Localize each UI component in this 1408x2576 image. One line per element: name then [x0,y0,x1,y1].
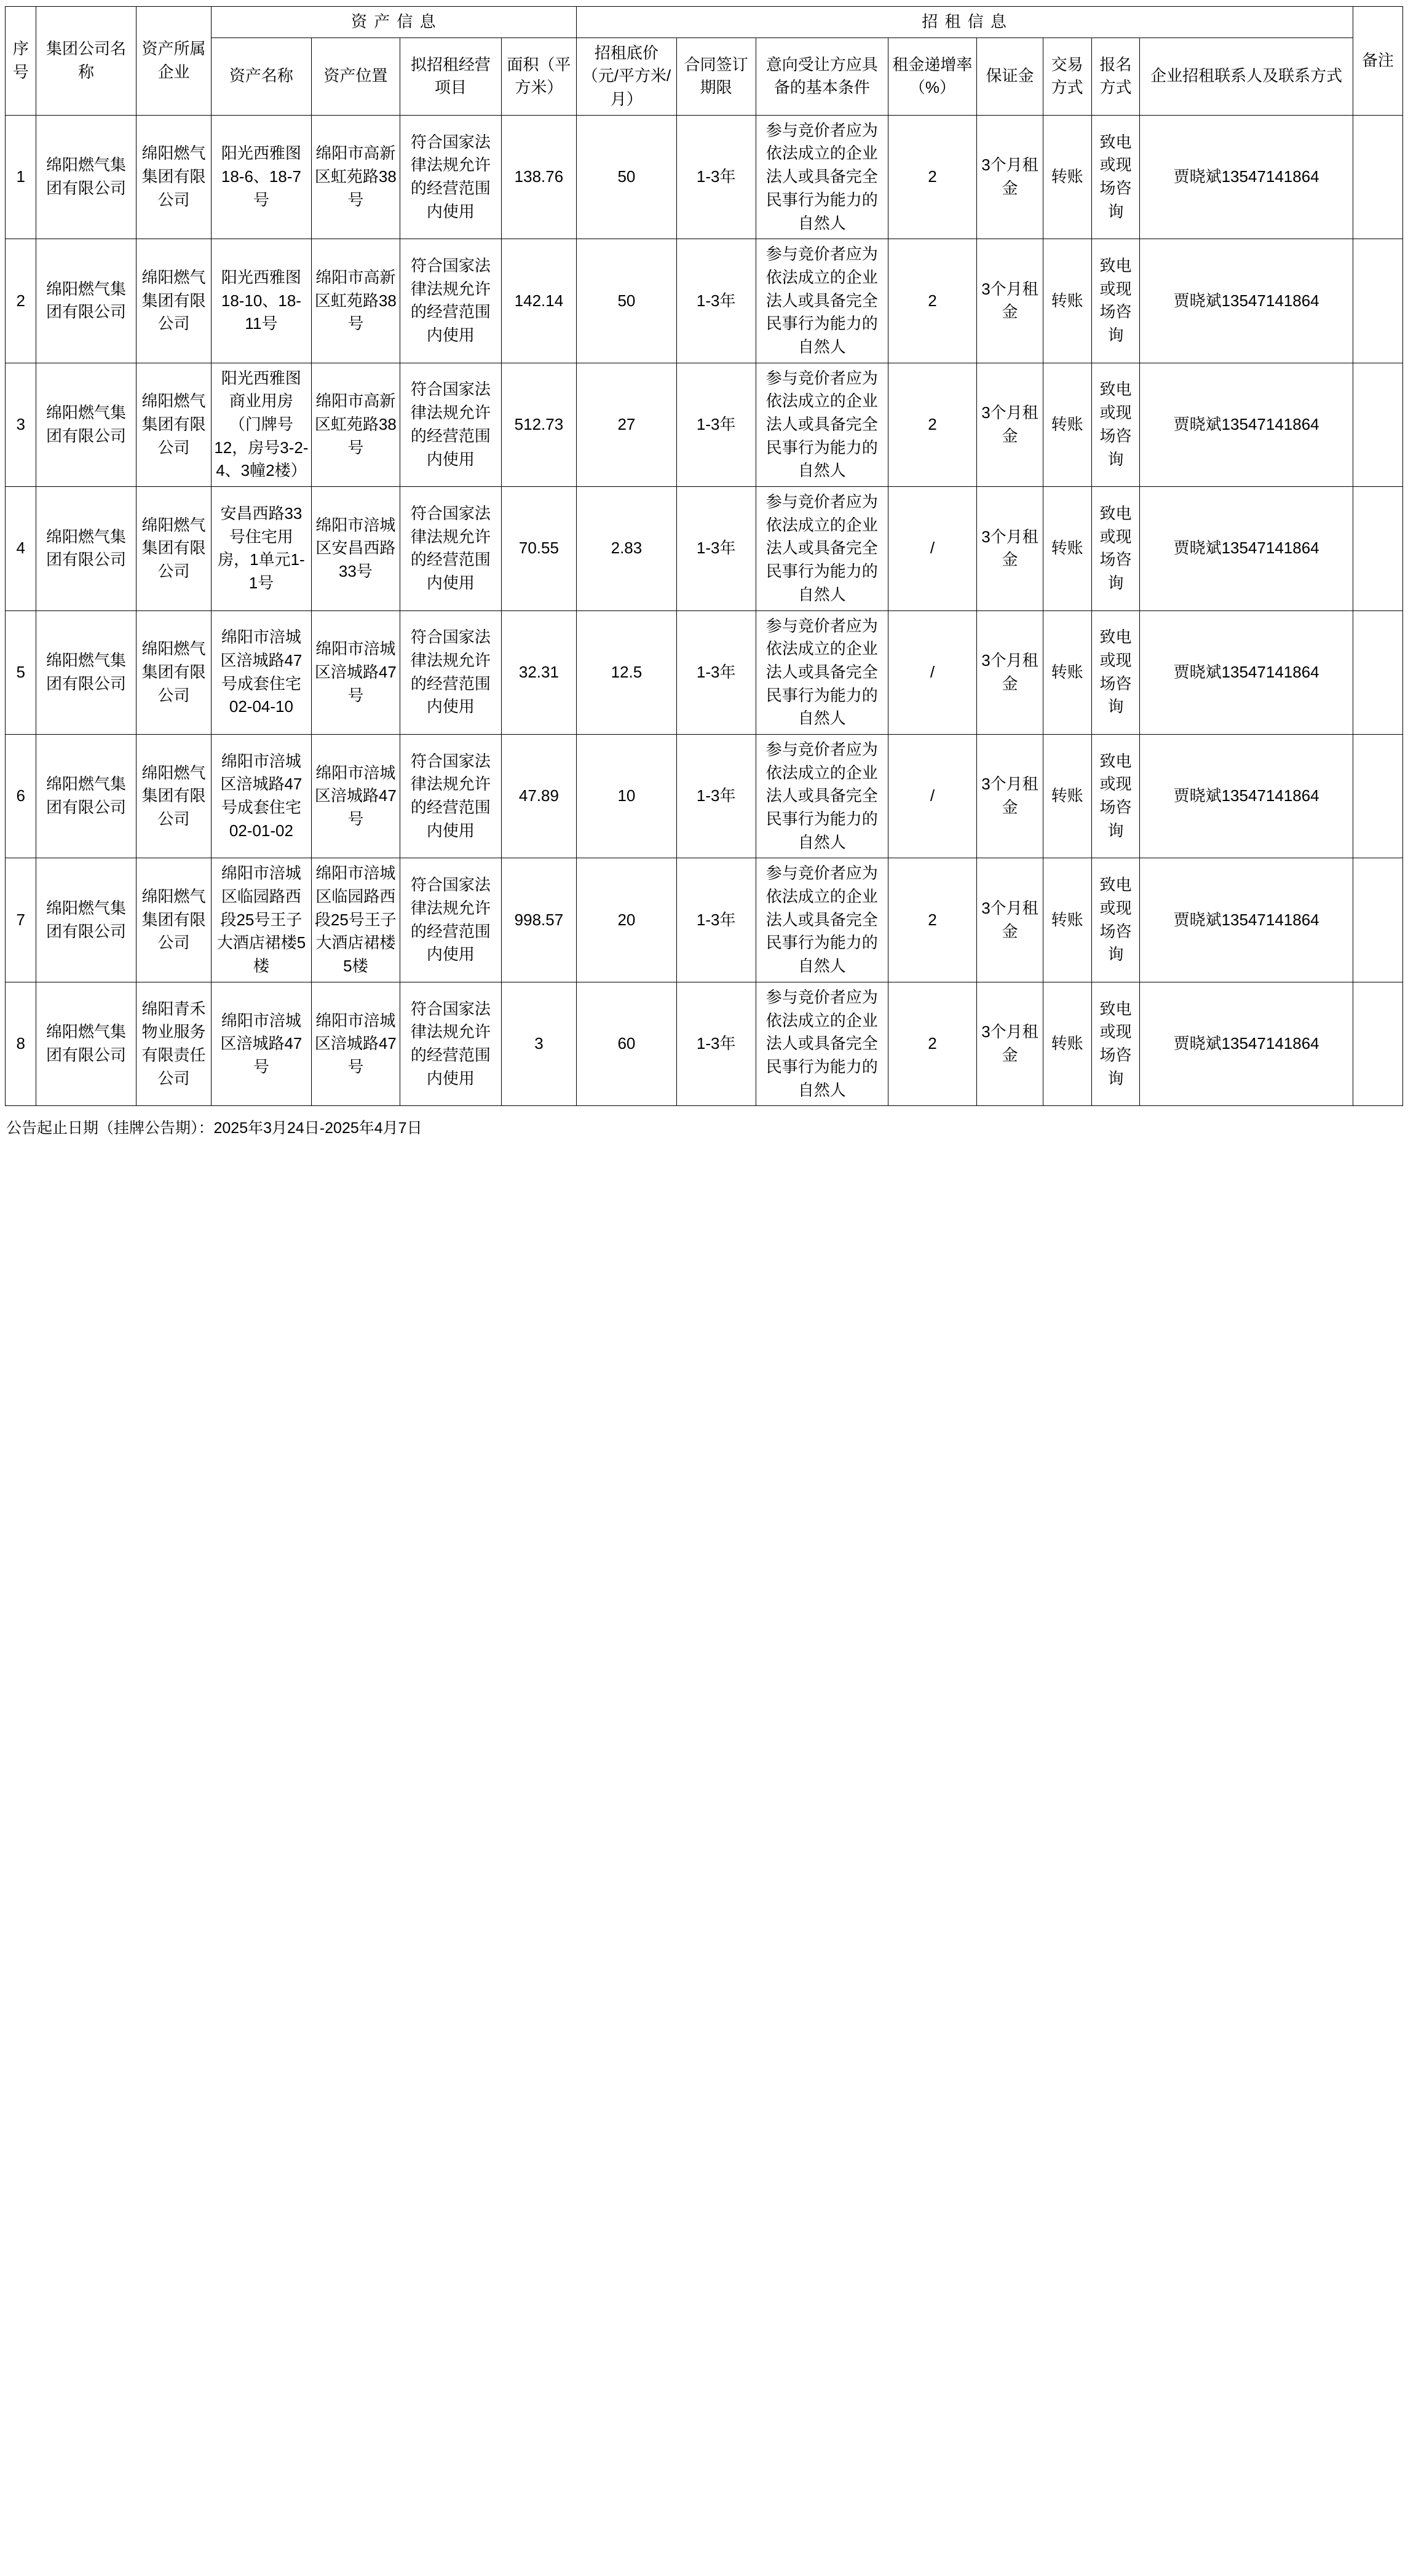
cell-term: 1-3年 [676,858,756,982]
cell-asset-name: 绵阳市涪城区涪城路47号成套住宅02-04-10 [212,610,311,734]
cell-term: 1-3年 [676,487,756,610]
cell-company: 绵阳燃气集团有限公司 [36,487,136,610]
cell-increase: / [888,610,977,734]
cell-company: 绵阳燃气集团有限公司 [36,610,136,734]
header-area: 面积（平方米） [501,38,577,115]
cell-contact: 贾晓斌13547141864 [1140,734,1353,858]
cell-owner: 绵阳燃气集团有限公司 [136,858,212,982]
cell-project: 符合国家法律法规允许的经营范围内使用 [400,115,501,239]
cell-deposit: 3个月租金 [977,363,1043,486]
cell-remark [1353,858,1402,982]
cell-deposit: 3个月租金 [977,487,1043,610]
cell-project: 符合国家法律法规允许的经营范围内使用 [400,487,501,610]
cell-area: 47.89 [501,734,577,858]
cell-price: 12.5 [577,610,676,734]
cell-company: 绵阳燃气集团有限公司 [36,734,136,858]
cell-location: 绵阳市涪城区安昌西路33号 [311,487,400,610]
table-row [6,734,1403,858]
cell-owner: 绵阳燃气集团有限公司 [136,610,212,734]
cell-remark [1353,982,1402,1105]
announcement-period-note: 公告起止日期（挂牌公告期）：2025年3月24日-2025年4月7日 [6,1120,422,1137]
cell-remark [1353,487,1402,610]
header-asset-name: 资产名称 [212,38,311,115]
cell-deposit: 3个月租金 [977,239,1043,363]
cell-price: 20 [577,858,676,982]
cell-deposit: 3个月租金 [977,982,1043,1105]
cell-deposit: 3个月租金 [977,734,1043,858]
header-column-row [6,38,1403,115]
cell-asset-name: 阳光西雅图18-6、18-7号 [212,115,311,239]
cell-area: 32.31 [501,610,577,734]
cell-area: 998.57 [501,858,577,982]
cell-seq: 8 [6,982,36,1105]
cell-seq: 3 [6,363,36,486]
cell-term: 1-3年 [676,610,756,734]
cell-remark [1353,734,1402,858]
cell-asset-name: 绵阳市涪城区涪城路47号 [212,982,311,1105]
cell-area: 3 [501,982,577,1105]
header-term: 合同签订期限 [676,38,756,115]
cell-term: 1-3年 [676,239,756,363]
cell-increase: / [888,487,977,610]
cell-increase: 2 [888,239,977,363]
cell-price: 50 [577,239,676,363]
cell-company: 绵阳燃气集团有限公司 [36,982,136,1105]
cell-signup: 致电或现场咨询 [1091,239,1140,363]
cell-location: 绵阳市涪城区临园路西段25号王子大酒店裙楼5楼 [311,858,400,982]
cell-conditions: 参与竞价者应为依法成立的企业法人或具备完全民事行为能力的自然人 [756,858,888,982]
cell-deposit: 3个月租金 [977,858,1043,982]
header-seq: 序号 [6,7,36,116]
cell-location: 绵阳市高新区虹苑路38号 [311,363,400,486]
cell-seq: 2 [6,239,36,363]
cell-deposit: 3个月租金 [977,610,1043,734]
table-row [6,363,1403,486]
document-page [0,0,1408,1147]
cell-conditions: 参与竞价者应为依法成立的企业法人或具备完全民事行为能力的自然人 [756,363,888,486]
cell-company: 绵阳燃气集团有限公司 [36,115,136,239]
cell-signup: 致电或现场咨询 [1091,610,1140,734]
cell-area: 142.14 [501,239,577,363]
cell-project: 符合国家法律法规允许的经营范围内使用 [400,610,501,734]
cell-owner: 绵阳燃气集团有限公司 [136,487,212,610]
cell-location: 绵阳市涪城区涪城路47号 [311,734,400,858]
cell-company: 绵阳燃气集团有限公司 [36,363,136,486]
cell-conditions: 参与竞价者应为依法成立的企业法人或具备完全民事行为能力的自然人 [756,734,888,858]
cell-asset-name: 阳光西雅图商业用房（门牌号12，房号3-2-4、3幢2楼） [212,363,311,486]
header-remark: 备注 [1353,7,1402,116]
cell-payment: 转账 [1043,363,1091,486]
cell-company: 绵阳燃气集团有限公司 [36,858,136,982]
cell-contact: 贾晓斌13547141864 [1140,363,1353,486]
cell-signup: 致电或现场咨询 [1091,115,1140,239]
cell-contact: 贾晓斌13547141864 [1140,115,1353,239]
cell-price: 60 [577,982,676,1105]
cell-owner: 绵阳燃气集团有限公司 [136,239,212,363]
cell-contact: 贾晓斌13547141864 [1140,858,1353,982]
header-group-rental: 招 租 信 息 [577,7,1353,38]
cell-contact: 贾晓斌13547141864 [1140,487,1353,610]
header-group-asset: 资 产 信 息 [212,7,577,38]
header-project: 拟招租经营项目 [400,38,501,115]
cell-signup: 致电或现场咨询 [1091,734,1140,858]
cell-term: 1-3年 [676,363,756,486]
table-row [6,239,1403,363]
header-group-row [6,7,1403,38]
cell-owner: 绵阳青禾物业服务有限责任公司 [136,982,212,1105]
cell-term: 1-3年 [676,115,756,239]
cell-signup: 致电或现场咨询 [1091,363,1140,486]
cell-seq: 1 [6,115,36,239]
table-body [6,115,1403,1106]
header-contact: 企业招租联系人及联系方式 [1140,38,1353,115]
cell-payment: 转账 [1043,610,1091,734]
cell-increase: 2 [888,363,977,486]
cell-area: 70.55 [501,487,577,610]
cell-increase: 2 [888,858,977,982]
cell-signup: 致电或现场咨询 [1091,487,1140,610]
cell-price: 50 [577,115,676,239]
cell-increase: / [888,734,977,858]
header-signup: 报名方式 [1091,38,1140,115]
cell-contact: 贾晓斌13547141864 [1140,239,1353,363]
header-price: 招租底价（元/平方米/月） [577,38,676,115]
cell-remark [1353,363,1402,486]
cell-asset-name: 绵阳市涪城区涪城路47号成套住宅02-01-02 [212,734,311,858]
cell-signup: 致电或现场咨询 [1091,858,1140,982]
table-row [6,982,1403,1105]
cell-project: 符合国家法律法规允许的经营范围内使用 [400,363,501,486]
table-row [6,858,1403,982]
cell-payment: 转账 [1043,487,1091,610]
cell-project: 符合国家法律法规允许的经营范围内使用 [400,239,501,363]
cell-increase: 2 [888,982,977,1105]
cell-term: 1-3年 [676,982,756,1105]
header-payment: 交易方式 [1043,38,1091,115]
cell-price: 27 [577,363,676,486]
table-row [6,487,1403,610]
cell-payment: 转账 [1043,982,1091,1105]
cell-payment: 转账 [1043,239,1091,363]
cell-project: 符合国家法律法规允许的经营范围内使用 [400,734,501,858]
cell-term: 1-3年 [676,734,756,858]
header-company: 集团公司名称 [36,7,136,116]
cell-remark [1353,239,1402,363]
cell-asset-name: 绵阳市涪城区临园路西段25号王子大酒店裙楼5楼 [212,858,311,982]
cell-area: 138.76 [501,115,577,239]
cell-contact: 贾晓斌13547141864 [1140,982,1353,1105]
header-conditions: 意向受让方应具备的基本条件 [756,38,888,115]
cell-seq: 7 [6,858,36,982]
cell-owner: 绵阳燃气集团有限公司 [136,734,212,858]
cell-location: 绵阳市涪城区涪城路47号 [311,610,400,734]
cell-conditions: 参与竞价者应为依法成立的企业法人或具备完全民事行为能力的自然人 [756,487,888,610]
cell-conditions: 参与竞价者应为依法成立的企业法人或具备完全民事行为能力的自然人 [756,982,888,1105]
cell-payment: 转账 [1043,115,1091,239]
cell-seq: 5 [6,610,36,734]
cell-signup: 致电或现场咨询 [1091,982,1140,1105]
cell-payment: 转账 [1043,734,1091,858]
cell-conditions: 参与竞价者应为依法成立的企业法人或具备完全民事行为能力的自然人 [756,610,888,734]
asset-rental-table [5,6,1403,1106]
cell-price: 10 [577,734,676,858]
table-header [6,7,1403,116]
cell-increase: 2 [888,115,977,239]
cell-area: 512.73 [501,363,577,486]
cell-conditions: 参与竞价者应为依法成立的企业法人或具备完全民事行为能力的自然人 [756,115,888,239]
cell-project: 符合国家法律法规允许的经营范围内使用 [400,982,501,1105]
cell-seq: 4 [6,487,36,610]
cell-asset-name: 安昌西路33号住宅用房，1单元1-1号 [212,487,311,610]
table-row [6,115,1403,239]
header-increase: 租金递增率（%） [888,38,977,115]
cell-payment: 转账 [1043,858,1091,982]
cell-conditions: 参与竞价者应为依法成立的企业法人或具备完全民事行为能力的自然人 [756,239,888,363]
cell-price: 2.83 [577,487,676,610]
cell-location: 绵阳市涪城区涪城路47号 [311,982,400,1105]
cell-seq: 6 [6,734,36,858]
cell-location: 绵阳市高新区虹苑路38号 [311,115,400,239]
header-location: 资产位置 [311,38,400,115]
cell-company: 绵阳燃气集团有限公司 [36,239,136,363]
cell-deposit: 3个月租金 [977,115,1043,239]
cell-project: 符合国家法律法规允许的经营范围内使用 [400,858,501,982]
cell-owner: 绵阳燃气集团有限公司 [136,115,212,239]
cell-location: 绵阳市高新区虹苑路38号 [311,239,400,363]
cell-contact: 贾晓斌13547141864 [1140,610,1353,734]
table-row [6,610,1403,734]
cell-owner: 绵阳燃气集团有限公司 [136,363,212,486]
header-owner: 资产所属企业 [136,7,212,116]
cell-asset-name: 阳光西雅图18-10、18-11号 [212,239,311,363]
cell-remark [1353,115,1402,239]
cell-remark [1353,610,1402,734]
header-deposit: 保证金 [977,38,1043,115]
